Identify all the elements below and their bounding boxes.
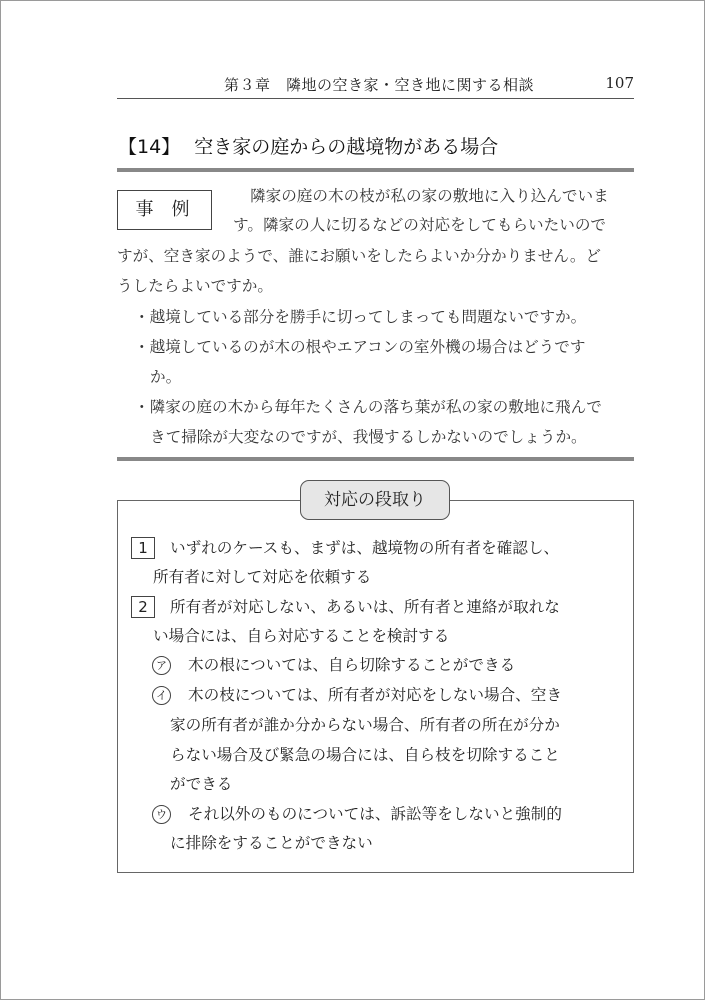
case-line: うしたらよいですか。 [117, 277, 273, 295]
case-bullet: ・隣家の庭の木から毎年たくさんの落ち葉が私の家の敷地に飛んで [134, 398, 602, 416]
case-line: 隣家の庭の木の枝が私の家の敷地に入り込んでいま [250, 187, 609, 205]
subitem-line: それ以外のものについては、訴訟等をしないと強制的 [188, 805, 562, 823]
case-line: す。隣家の人に切るなどの対応をしてもらいたいので [233, 216, 607, 234]
section-heading [118, 132, 498, 159]
section-rule-bottom [117, 457, 634, 461]
step-line: 所有者に対して対応を依頼する [153, 568, 372, 586]
case-bullet-cont: きて掃除が大変なのですが、我慢するしかないのでしょうか。 [150, 428, 587, 446]
case-bullet: ・越境している部分を勝手に切ってしまっても問題ないですか。 [134, 308, 587, 326]
section-rule-top [117, 168, 634, 172]
subitem-line: ができる [170, 775, 233, 793]
section-title: 空き家の庭からの越境物がある場合 [194, 136, 499, 158]
subitem-mark: ウ [152, 805, 171, 824]
step-line: い場合には、自ら対応することを検討する [153, 627, 450, 645]
case-bullet-cont: か。 [150, 368, 182, 386]
chapter-title: 第３章 隣地の空き家・空き地に関する相談 [224, 76, 535, 94]
section-number: 【14】 [118, 136, 181, 158]
steps-header: 対応の段取り [300, 480, 450, 520]
subitem-line: 木の根については、自ら切除することができる [188, 656, 516, 674]
running-head [117, 74, 634, 99]
step-number: 2 [131, 596, 155, 618]
case-bullet: ・越境しているのが木の根やエアコンの室外機の場合はどうです [134, 338, 586, 356]
subitem-line: 木の枝については、所有者が対応をしない場合、空き [188, 686, 562, 704]
case-line: すが、空き家のようで、誰にお願いをしたらよいか分かりません。ど [117, 247, 602, 265]
subitem-line: らない場合及び緊急の場合には、自ら枝を切除すること [170, 746, 560, 764]
subitem-line: 家の所有者が誰か分からない場合、所有者の所在が分か [170, 716, 560, 734]
subitem-mark: ア [152, 656, 171, 675]
step-line: いずれのケースも、まずは、越境物の所有者を確認し、 [170, 539, 560, 557]
case-label: 事例 [117, 190, 212, 230]
step-number: 1 [131, 537, 155, 559]
subitem-mark: イ [152, 686, 171, 705]
subitem-line: に排除をすることができない [170, 834, 373, 852]
step-line: 所有者が対応しない、あるいは、所有者と連絡が取れな [170, 598, 560, 616]
page-number: 107 [605, 74, 634, 92]
